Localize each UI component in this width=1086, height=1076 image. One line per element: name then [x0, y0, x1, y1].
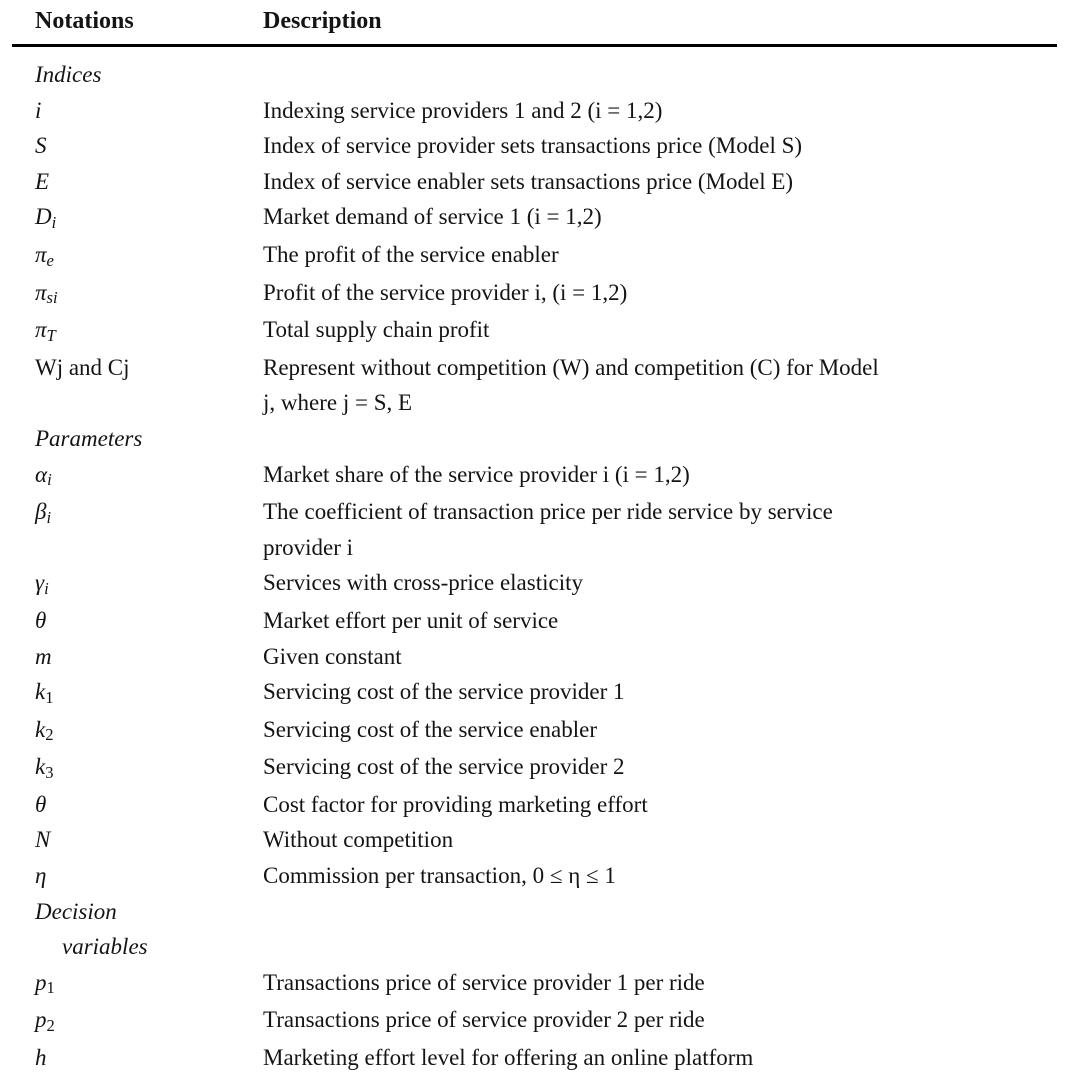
description-cell: [263, 822, 1053, 858]
description-text: The coefficient of transaction price per ride service by service: [263, 499, 833, 525]
notation-symbol: S: [35, 133, 47, 159]
table-row: [35, 164, 1086, 200]
notation-cell: [35, 199, 263, 237]
description-cell: [263, 712, 1053, 748]
notation-cell: [35, 565, 263, 603]
notation-symbol: αi: [35, 461, 52, 490]
description-column-header: Description: [263, 8, 382, 34]
description-text: Index of service enabler sets transactions price (Model E): [263, 168, 794, 194]
section-label: Decision: [35, 898, 117, 924]
notation-cell: [35, 603, 263, 639]
table-row: [35, 128, 1086, 164]
notation-symbol: k3: [35, 754, 54, 782]
notation-cell: [35, 639, 263, 675]
notation-symbol: η: [35, 863, 47, 889]
description-cell: [263, 1040, 1053, 1076]
notation-cell: [35, 350, 263, 386]
table-row: [35, 199, 1086, 237]
table-row: [35, 822, 1086, 858]
notation-cell: [35, 312, 263, 350]
description-text: Marketing effort level for offering an online platform: [263, 1045, 754, 1071]
description-cell: [263, 237, 1053, 273]
table-row: [35, 965, 1086, 1003]
table-row: [35, 312, 1086, 350]
description-cell: [263, 639, 1053, 675]
notation-symbol: h: [35, 1045, 47, 1071]
table-row: [35, 457, 1086, 495]
section-label: Indices: [35, 62, 102, 87]
notation-cell: [35, 164, 263, 200]
description-cell: [263, 749, 1053, 785]
notation-symbol: m: [35, 643, 52, 669]
notation-cell: [35, 712, 263, 750]
table-row: [35, 787, 1086, 823]
table-row: [35, 565, 1086, 603]
table-row: [35, 237, 1086, 275]
section-label: variables: [62, 934, 148, 960]
description-text: Market demand of service 1 (i = 1,2): [263, 204, 602, 230]
notation-symbol: θ: [35, 607, 47, 633]
description-text: The profit of the service enabler: [263, 241, 559, 267]
description-text: Servicing cost of the service provider 1: [263, 679, 625, 705]
table-row: [35, 350, 1086, 421]
notation-symbol: πT: [35, 317, 56, 345]
section-label: Parameters: [35, 425, 143, 451]
notation-cell: [35, 787, 263, 823]
description-text: Transactions price of service provider 1 per ride: [263, 969, 705, 995]
description-text: j, where j = S, E: [263, 390, 413, 416]
notation-symbol: k1: [35, 679, 54, 707]
table-row: [35, 639, 1086, 675]
description-cell: [263, 128, 1053, 164]
description-text: Given constant: [263, 643, 402, 669]
notation-cell: [35, 494, 263, 532]
notation-symbol: p2: [35, 1007, 55, 1036]
notation-symbol: πe: [35, 241, 54, 270]
section-row: [35, 894, 1086, 965]
description-cell: [263, 312, 1053, 348]
notation-cell: [35, 421, 263, 457]
notation-symbol: γi: [35, 570, 49, 598]
description-text: Commission per transaction, 0 ≤ η ≤ 1: [263, 863, 616, 889]
description-cell: [263, 350, 1053, 421]
table-row: [35, 93, 1086, 129]
description-cell: [263, 457, 1053, 493]
table-body: [0, 47, 1086, 1076]
table-row: [35, 749, 1086, 787]
table-row: [35, 1040, 1086, 1076]
description-text: provider i: [263, 534, 354, 560]
section-row: [35, 57, 1086, 93]
notation-symbol: θ: [35, 791, 47, 817]
description-text: Without competition: [263, 827, 454, 853]
table-row: [35, 603, 1086, 639]
description-text: Servicing cost of the service provider 2: [263, 754, 625, 780]
description-cell: [263, 965, 1053, 1001]
notation-symbol: Di: [35, 204, 57, 233]
notation-symbol: πsi: [35, 279, 58, 308]
description-text: Profit of the service provider i, (i = 1,2): [263, 279, 628, 305]
section-row: [35, 421, 1086, 457]
notation-cell: [35, 275, 263, 313]
notation-cell: [35, 894, 263, 965]
description-cell: [263, 1002, 1053, 1038]
notation-cell: [35, 93, 263, 129]
notation-cell: [35, 1040, 263, 1076]
notation-cell: [35, 457, 263, 495]
notation-symbol: βi: [35, 499, 52, 527]
notation-cell: [35, 128, 263, 164]
description-text: Represent without competition (W) and competition (C) for Model: [263, 354, 879, 380]
table-row: [35, 494, 1086, 565]
description-text: Transactions price of service provider 2 per ride: [263, 1007, 705, 1033]
description-text: Market share of the service provider i (i = 1,2): [263, 461, 690, 487]
description-cell: [263, 858, 1053, 894]
description-cell: [263, 199, 1053, 235]
notation-cell: [35, 822, 263, 858]
notation-symbol: k2: [35, 716, 54, 745]
table-row: [35, 674, 1086, 712]
notation-symbol: Wj and Cj: [35, 354, 130, 380]
table-row: [35, 712, 1086, 750]
description-cell: [263, 275, 1053, 311]
description-cell: [263, 164, 1053, 200]
notation-cell: [35, 237, 263, 275]
table-row: [35, 858, 1086, 894]
notation-cell: [35, 858, 263, 894]
description-cell: [263, 787, 1053, 823]
description-cell: [263, 565, 1053, 601]
description-text: Cost factor for providing marketing effort: [263, 791, 648, 817]
notation-symbol: p1: [35, 969, 55, 998]
description-text: Index of service provider sets transactions price (Model S): [263, 133, 803, 159]
notation-cell: [35, 57, 263, 93]
description-cell: [263, 494, 1053, 565]
description-text: Indexing service providers 1 and 2 (i = 1,2): [263, 97, 663, 123]
table-row: [35, 275, 1086, 313]
notation-cell: [35, 1002, 263, 1040]
description-cell: [263, 603, 1053, 639]
description-text: Services with cross-price elasticity: [263, 570, 583, 596]
description-text: Total supply chain profit: [263, 317, 490, 343]
description-cell: [263, 93, 1053, 129]
notation-cell: [35, 674, 263, 712]
notation-cell: [35, 749, 263, 787]
description-cell: [263, 674, 1053, 710]
description-text: Servicing cost of the service enabler: [263, 716, 598, 742]
notation-cell: [35, 965, 263, 1003]
notation-symbol: E: [35, 168, 50, 194]
table-row: [35, 1002, 1086, 1040]
description-text: Market effort per unit of service: [263, 607, 559, 633]
table-header-row: [0, 0, 1086, 36]
notations-column-header: Notations: [35, 8, 134, 34]
notation-symbol: i: [35, 97, 42, 123]
notation-symbol: N: [35, 827, 51, 853]
